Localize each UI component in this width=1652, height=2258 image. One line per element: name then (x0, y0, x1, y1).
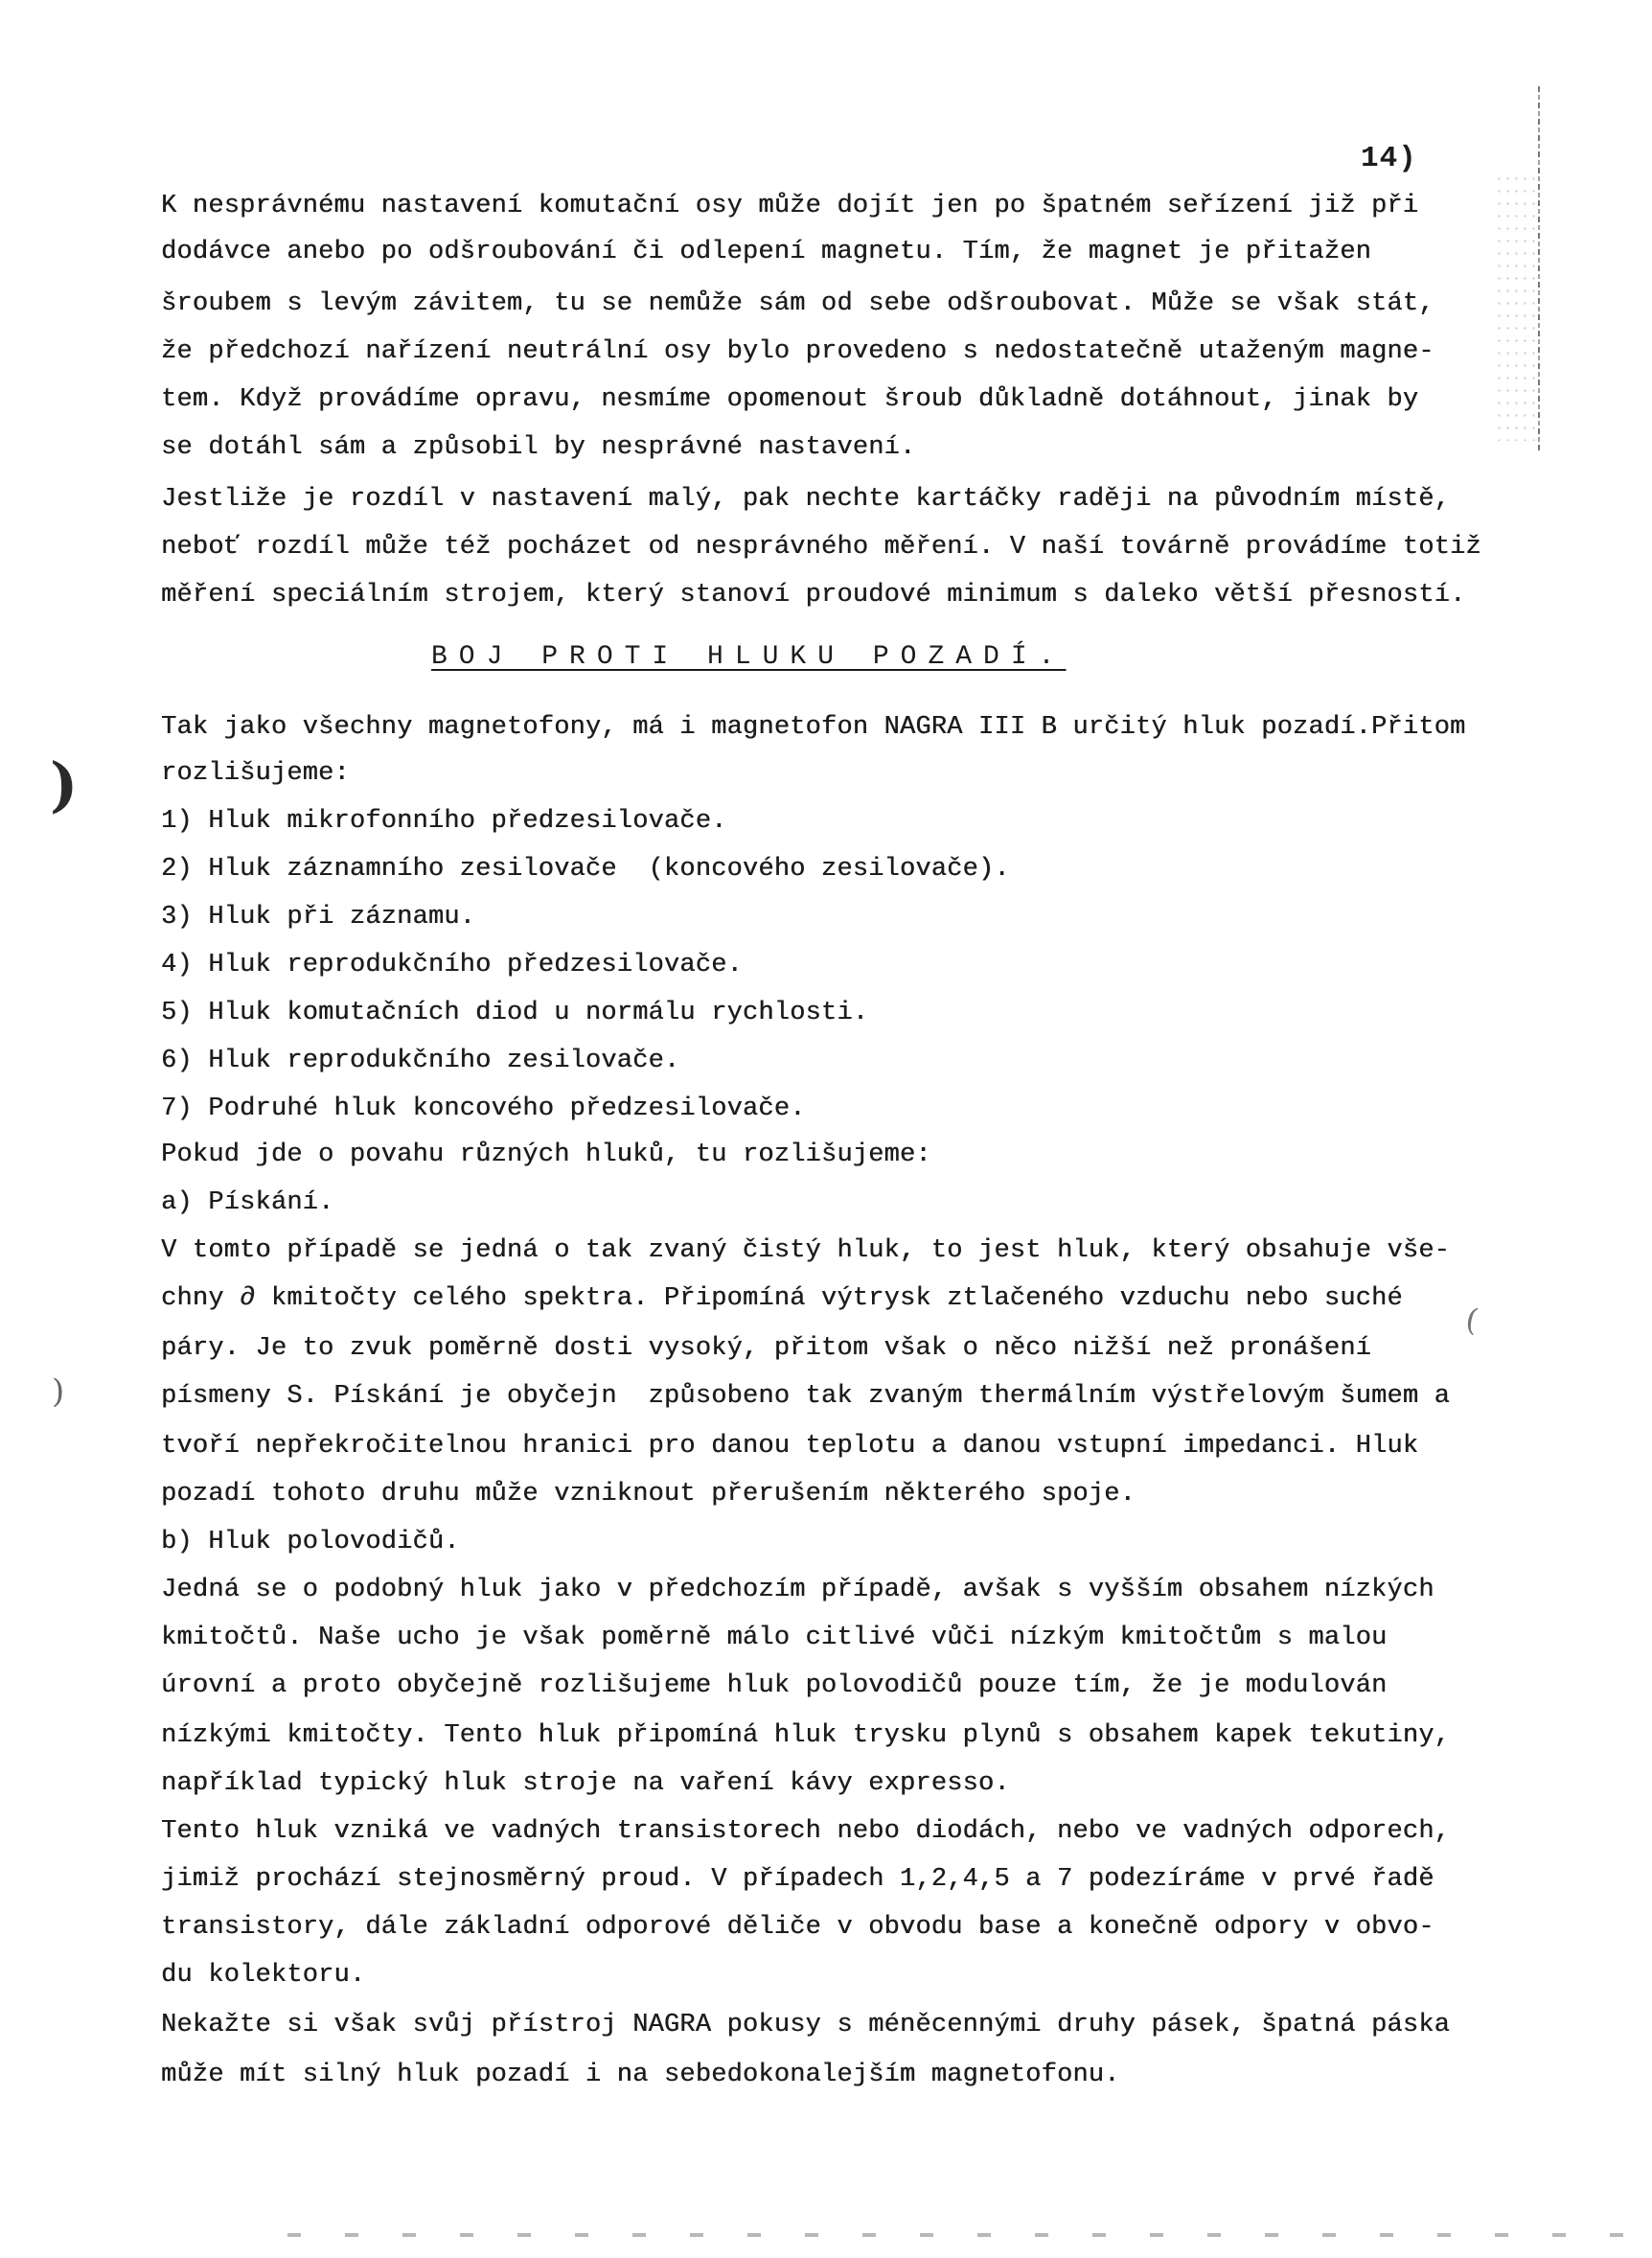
page-number: 14) (1361, 142, 1417, 175)
defects-line: du kolektoru. (161, 1961, 366, 1990)
section-heading: BOJ PROTI HLUKU POZADÍ. (431, 642, 1067, 672)
type-b-line: například typický hluk stroje na vaření kávy expresso. (161, 1769, 1010, 1798)
types-intro: Pokud jde o povahu různých hluků, tu rozlišujeme: (161, 1141, 931, 1169)
defects-line: jimiž prochází stejnosměrný proud. V případech 1,2,4,5 a 7 podezíráme v prvé řadě (161, 1865, 1434, 1894)
type-b-line: Jedná se o podobný hluk jako v předchozím případě, avšak s vyšším obsahem nízkých (161, 1576, 1434, 1604)
noise-source-item: 6) Hluk reprodukčního zesilovače. (161, 1047, 680, 1075)
final-line: může mít silný hluk pozadí i na sebedokonalejším magnetofonu. (161, 2061, 1120, 2089)
type-a-line: chny ∂ kmitočty celého spektra. Připomíná výtrysk ztlačeného vzduchu nebo suché (161, 1284, 1403, 1313)
type-b-title: b) Hluk polovodičů. (161, 1528, 460, 1556)
paragraph-1-line: K nesprávnému nastavení komutační osy může dojít jen po špatném seřízení již při (161, 192, 1419, 220)
noise-source-item: 3) Hluk při záznamu. (161, 903, 476, 932)
final-line: Nekažte si však svůj přístroj NAGRA pokusy s méněcennými druhy pásek, špatná páska (161, 2011, 1451, 2039)
paragraph-1-line: dodávce anebo po odšroubování či odlepení magnetu. Tím, že magnet je přitažen (161, 238, 1372, 266)
margin-right-mark: ( (1462, 1301, 1481, 1339)
paragraph-1-line: tem. Když provádíme opravu, nesmíme opomenout šroub důkladně dotáhnout, jinak by (161, 385, 1419, 414)
defects-line: transistory, dále základní odporové děliče v obvodu base a konečně odpory v obvo- (161, 1913, 1434, 1942)
defects-line: Tento hluk vzniká ve vadných transistorech nebo diodách, nebo ve vadných odporech, (161, 1817, 1451, 1846)
intro-line: rozlišujeme: (161, 759, 350, 788)
type-a-line: V tomto případě se jedná o tak zvaný čistý hluk, to jest hluk, který obsahuje vše- (161, 1236, 1451, 1265)
margin-bracket-mark: ) (50, 749, 79, 819)
type-a-line: písmeny S. Pískání je obyčejn způsobeno tak zvaným thermálním výstřelovým šumem a (161, 1382, 1451, 1411)
noise-source-item: 4) Hluk reprodukčního předzesilovače. (161, 951, 743, 979)
bottom-scan-artifact (287, 2233, 1629, 2237)
type-a-title: a) Pískání. (161, 1188, 334, 1217)
paragraph-1-line: že předchozí nařízení neutrální osy bylo provedeno s nedostatečně utaženým magne- (161, 337, 1434, 366)
noise-source-item: 1) Hluk mikrofonního předzesilovače. (161, 807, 727, 836)
paragraph-2-line: neboť rozdíl může též pocházet od nesprávného měření. V naší továrně provádíme totiž (161, 533, 1481, 562)
type-a-line: pozadí tohoto druhu může vzniknout přerušením některého spoje. (161, 1480, 1136, 1509)
paragraph-1-line: šroubem s levým závitem, tu se nemůže sám od sebe odšroubovat. Může se však stát, (161, 289, 1434, 318)
type-a-line: páry. Je to zvuk poměrně dosti vysoký, přitom však o něco nižší než pronášení (161, 1334, 1372, 1363)
margin-small-mark: ) (52, 1372, 65, 1411)
type-b-line: nízkými kmitočty. Tento hluk připomíná hluk trysku plynů s obsahem kapek tekutiny, (161, 1721, 1451, 1750)
noise-source-item: 5) Hluk komutačních diod u normálu rychlosti. (161, 999, 869, 1027)
noise-source-item: 2) Hluk záznamního zesilovače (koncového zesilovače). (161, 855, 1010, 884)
type-b-line: kmitočtů. Naše ucho je však poměrně málo citlivé vůči nízkým kmitočtům s malou (161, 1624, 1388, 1652)
paragraph-2-line: měření speciálním strojem, který stanoví proudové minimum s daleko větší přesností. (161, 581, 1466, 610)
paragraph-1-line: se dotáhl sám a způsobil by nesprávné nastavení. (161, 433, 916, 462)
type-b-line: úrovní a proto obyčejně rozlišujeme hluk polovodičů pouze tím, že je modulován (161, 1671, 1388, 1700)
scan-dust-artifact (1495, 173, 1537, 441)
noise-source-item: 7) Podruhé hluk koncového předzesilovače. (161, 1094, 806, 1123)
type-a-line: tvoří nepřekročitelnou hranici pro danou teplotu a danou vstupní impedanci. Hluk (161, 1432, 1419, 1461)
intro-line: Tak jako všechny magnetofony, má i magnetofon NAGRA III B určitý hluk pozadí.Přitom (161, 713, 1466, 742)
paragraph-2-line: Jestliže je rozdíl v nastavení malý, pak nechte kartáčky raději na původním místě, (161, 485, 1451, 514)
scan-edge-artifact (1538, 86, 1540, 450)
